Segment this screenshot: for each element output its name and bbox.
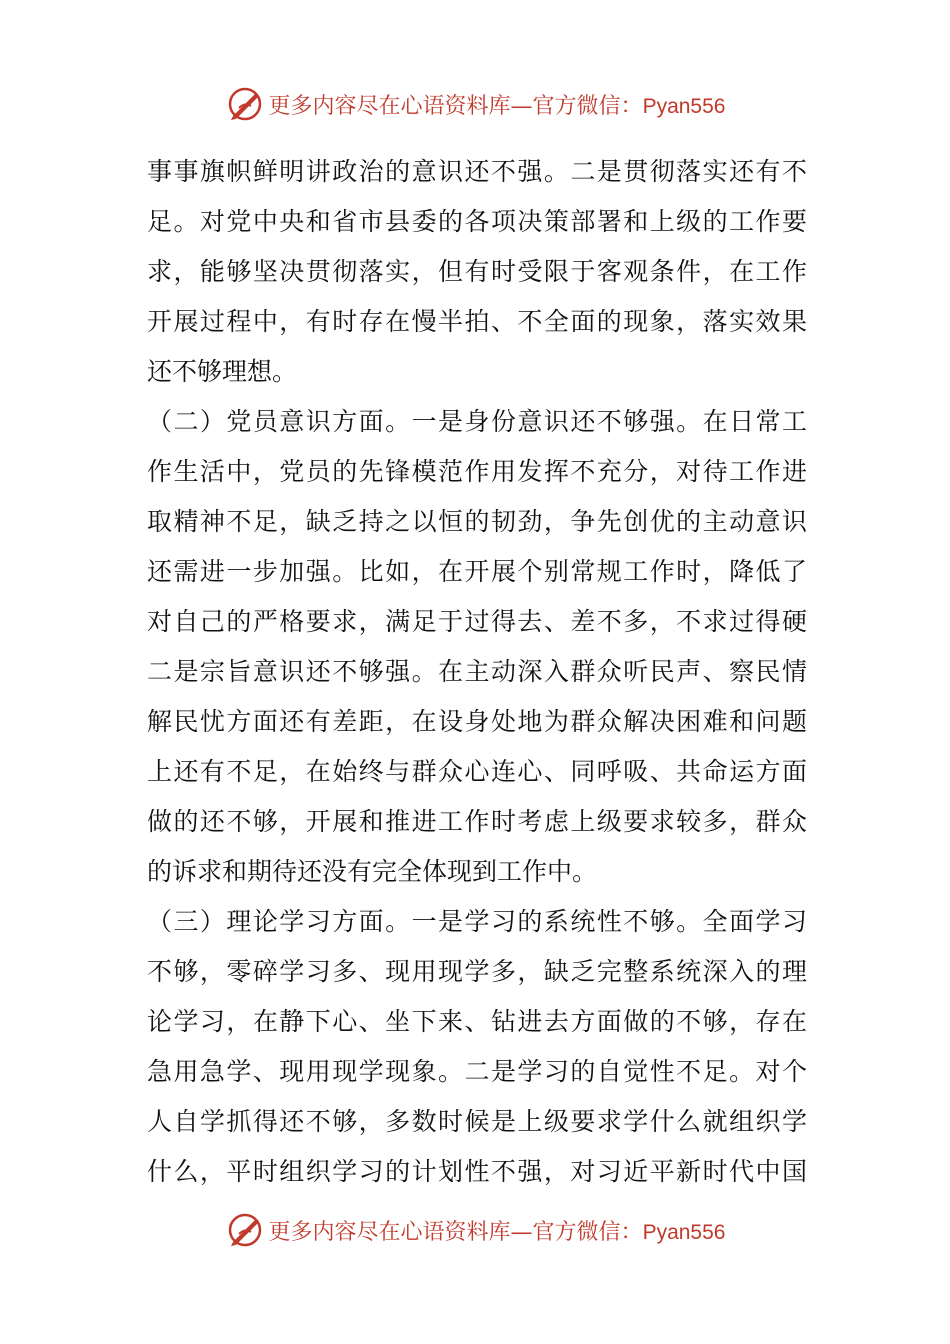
text-line: 上还有不足，在始终与群众心连心、同呼吸、共命运方面 [147, 757, 807, 786]
text-line: 取精神不足，缺乏持之以恒的韧劲，争先创优的主动意识 [147, 507, 807, 536]
text-line: 不够，零碎学习多、现用现学多，缺乏完整系统深入的理 [147, 957, 807, 986]
text-line: 还需进一步加强。比如，在开展个别常规工作时，降低了 [147, 557, 807, 586]
text-line: 二是宗旨意识还不够强。在主动深入群众听民声、察民情 [147, 657, 807, 686]
text-line: 解民忧方面还有差距，在设身处地为群众解决困难和问题 [147, 707, 807, 736]
text-line: 急用急学、现用现学现象。二是学习的自觉性不足。对个 [147, 1057, 807, 1086]
text-line: 做的还不够，开展和推进工作时考虑上级要求较多，群众 [147, 807, 807, 836]
text-line: 的诉求和期待还没有完全体现到工作中。 [147, 857, 598, 886]
watermark-main: 更多内容尽在心语资料库— [268, 93, 533, 119]
text-line: 事事旗帜鲜明讲政治的意识还不强。二是贯彻落实还有不 [147, 157, 807, 186]
text-line: 什么，平时组织学习的计划性不强，对习近平新时代中国 [147, 1157, 807, 1186]
watermark-id: Pyan556 [642, 1220, 726, 1244]
text-line: （三）理论学习方面。一是学习的系统性不够。全面学习 [147, 907, 807, 936]
text-line: 论学习，在静下心、坐下来、钻进去方面做的不够，存在 [147, 1007, 807, 1036]
header-watermark [0, 80, 950, 128]
text-line: 对自己的严格要求，满足于过得去、差不多，不求过得硬 [147, 607, 807, 636]
watermark-text [269, 89, 726, 120]
text-line: 足。对党中央和省市县委的各项决策部署和上级的工作要 [147, 207, 807, 236]
watermark-wechat: 官方微信： [532, 93, 643, 119]
pen-logo-icon [225, 84, 265, 124]
text-line: （二）党员意识方面。一是身份意识还不够强。在日常工 [147, 407, 807, 436]
text-line: 人自学抓得还不够，多数时候是上级要求学什么就组织学 [147, 1107, 807, 1136]
watermark-main: 更多内容尽在心语资料库— [268, 1219, 533, 1245]
watermark-text [269, 1215, 726, 1246]
text-line: 作生活中，党员的先锋模范作用发挥不充分，对待工作进 [147, 457, 807, 486]
footer-watermark [0, 1206, 950, 1254]
document-body [147, 147, 807, 1197]
pen-logo-icon [225, 1210, 265, 1250]
watermark-id: Pyan556 [642, 94, 726, 118]
text-line: 求，能够坚决贯彻落实，但有时受限于客观条件，在工作 [147, 257, 807, 286]
text-line: 开展过程中，有时存在慢半拍、不全面的现象，落实效果 [147, 307, 807, 336]
text-line: 还不够理想。 [147, 357, 298, 386]
watermark-wechat: 官方微信： [532, 1219, 643, 1245]
